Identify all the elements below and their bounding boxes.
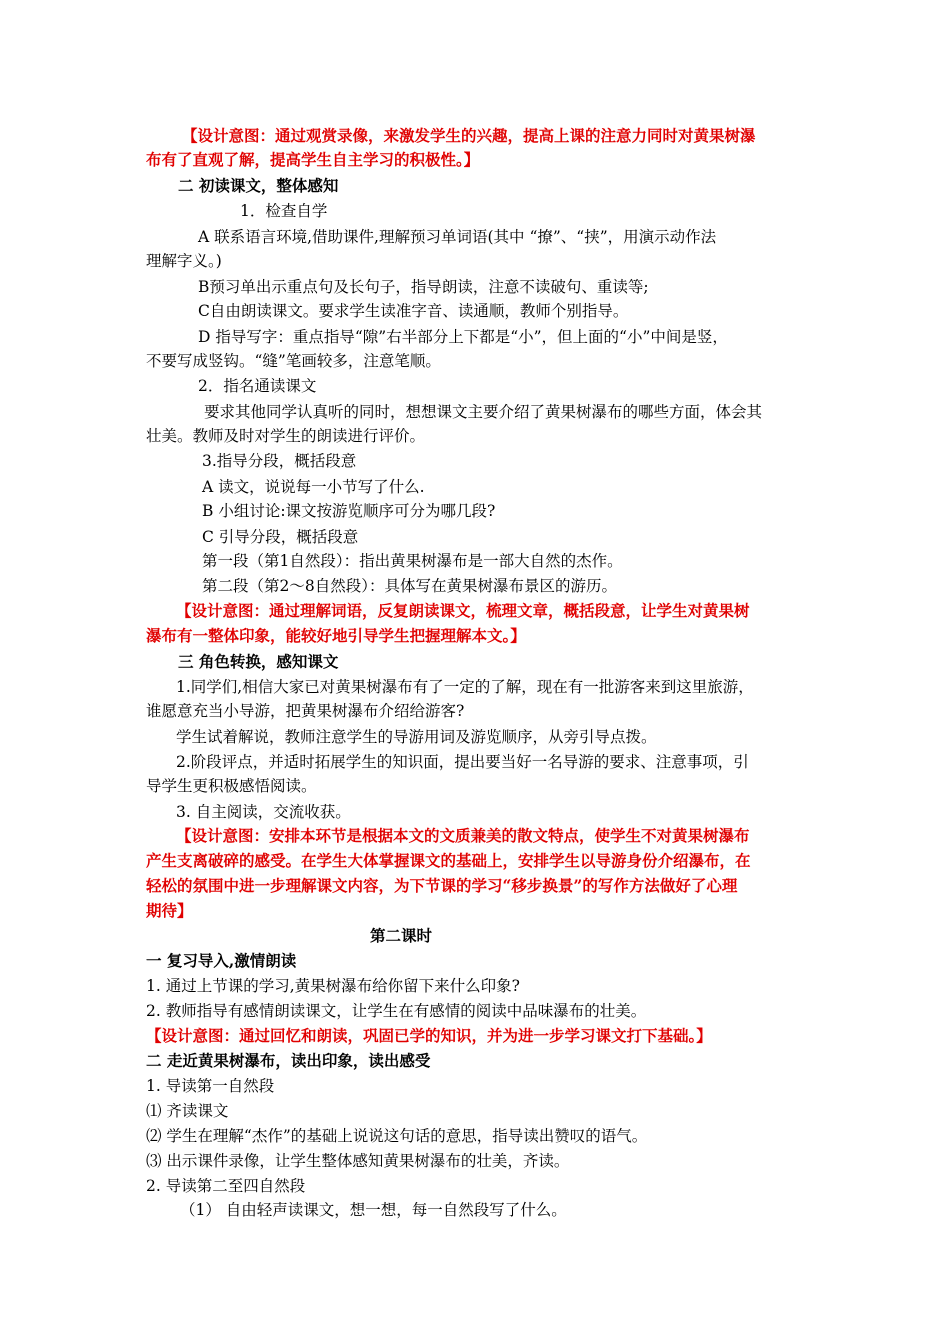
- paragraph-line: 学生试着解说，教师注意学生的导游用词及游览顺序，从旁引导点拨。: [176, 728, 657, 746]
- paragraph-line: 要求其他同学认真听的同时，想想课文主要介绍了黄果树瀑布的哪些方面，体会其: [204, 403, 763, 421]
- design-intent-3-line-4: 期待】: [146, 901, 193, 920]
- numbered-item: 2. 导读第二至四自然段: [146, 1177, 306, 1195]
- paragraph-line: A 联系语言环境,借助课件,理解预习单词语(其中 “撩”、“挟”，用演示动作法: [198, 228, 717, 246]
- subheading-3: 3.指导分段，概括段意: [202, 452, 357, 470]
- paragraph-line: C自由朗读课文。要求学生读准字音、读通顺，教师个别指导。: [198, 302, 629, 320]
- paragraph-line: 谁愿意充当小导游，把黄果树瀑布介绍给游客?: [146, 702, 465, 720]
- paragraph-line: 导学生更积极感悟阅读。: [146, 777, 317, 795]
- paragraph-line: A 读文，说说每一小节写了什么.: [202, 478, 425, 496]
- subheading-1: 1．检查自学: [240, 202, 328, 220]
- paragraph-line: 2.阶段评点，并适时拓展学生的知识面，提出要当好一名导游的要求、注意事项，引: [176, 753, 749, 771]
- section-heading-2: 二 初读课文，整体感知: [178, 176, 339, 195]
- sub-item: ⑶ 出示课件录像，让学生整体感知黄果树瀑布的壮美，齐读。: [146, 1152, 570, 1170]
- design-intent-1-line-1: 【设计意图：通过观赏录像，来激发学生的兴趣，提高上课的注意力同时对黄果树瀑: [182, 126, 756, 145]
- section-heading-3: 三 角色转换，感知课文: [178, 652, 339, 671]
- design-intent-4: 【设计意图：通过回忆和朗读，巩固已学的知识，并为进一步学习课文打下基础。】: [146, 1026, 712, 1045]
- design-intent-3-line-1: 【设计意图：安排本环节是根据本文的文质兼美的散文特点，使学生不对黄果树瀑布: [176, 826, 750, 845]
- paragraph-line: 理解字义。): [146, 252, 222, 270]
- paragraph-line: 3. 自主阅读，交流收获。: [176, 803, 351, 821]
- design-intent-2-line-2: 瀑布有一整体印象，能较好地引导学生把握理解本文。】: [146, 626, 526, 645]
- numbered-item: 2. 教师指导有感情朗读课文，让学生在有感情的阅读中品味瀑布的壮美。: [146, 1002, 647, 1020]
- design-intent-2-line-1: 【设计意图：通过理解词语，反复朗读课文，梳理文章，概括段意，让学生对黄果树: [176, 601, 750, 620]
- paragraph-line: B预习单出示重点句及长句子，指导朗读，注意不读破句、重读等;: [198, 278, 649, 296]
- section-heading-review: 一 复习导入,激情朗读: [146, 951, 297, 970]
- design-intent-1-line-2: 布有了直观了解，提高学生自主学习的积极性。】: [146, 150, 480, 169]
- subheading-2: 2．指名通读课文: [198, 377, 317, 395]
- paragraph-line: 第二段（第2～8自然段）：具体写在黄果树瀑布景区的游历。: [202, 577, 617, 595]
- lesson-title-second: 第二课时: [370, 926, 433, 945]
- numbered-item: 1. 通过上节课的学习,黄果树瀑布给你留下来什么印象?: [146, 977, 520, 995]
- design-intent-3-line-3: 轻松的氛围中进一步理解课文内容，为下节课的学习“移步换景”的写作方法做好了心理: [146, 876, 738, 895]
- paragraph-line: 1.同学们,相信大家已对黄果树瀑布有了一定的了解，现在有一批游客来到这里旅游，: [176, 678, 754, 696]
- paragraph-line: 壮美。教师及时对学生的朗读进行评价。: [146, 427, 426, 445]
- sub-item: ⑴ 齐读课文: [146, 1102, 229, 1120]
- design-intent-3-line-2: 产生支离破碎的感受。在学生大体掌握课文的基础上，安排学生以导游身份介绍瀑布，在: [146, 851, 751, 870]
- paragraph-line: 第一段（第1自然段）：指出黄果树瀑布是一部大自然的杰作。: [202, 552, 623, 570]
- section-heading-approach: 二 走近黄果树瀑布，读出印象，读出感受: [146, 1051, 431, 1070]
- paragraph-line: C 引导分段，概括段意: [202, 528, 359, 546]
- sub-item: ⑵ 学生在理解“杰作”的基础上说说这句话的意思，指导读出赞叹的语气。: [146, 1127, 648, 1145]
- numbered-item: 1. 导读第一自然段: [146, 1077, 275, 1095]
- paragraph-line: B 小组讨论:课文按游览顺序可分为哪几段?: [202, 502, 496, 520]
- paragraph-line: 不要写成竖钩。“缝”笔画较多，注意笔顺。: [146, 352, 441, 370]
- paragraph-line: D 指导写字：重点指导“隙”右半部分上下都是“小”，但上面的“小”中间是竖，: [198, 328, 728, 346]
- sub-item: （1） 自由轻声读课文，想一想，每一自然段写了什么。: [180, 1201, 567, 1219]
